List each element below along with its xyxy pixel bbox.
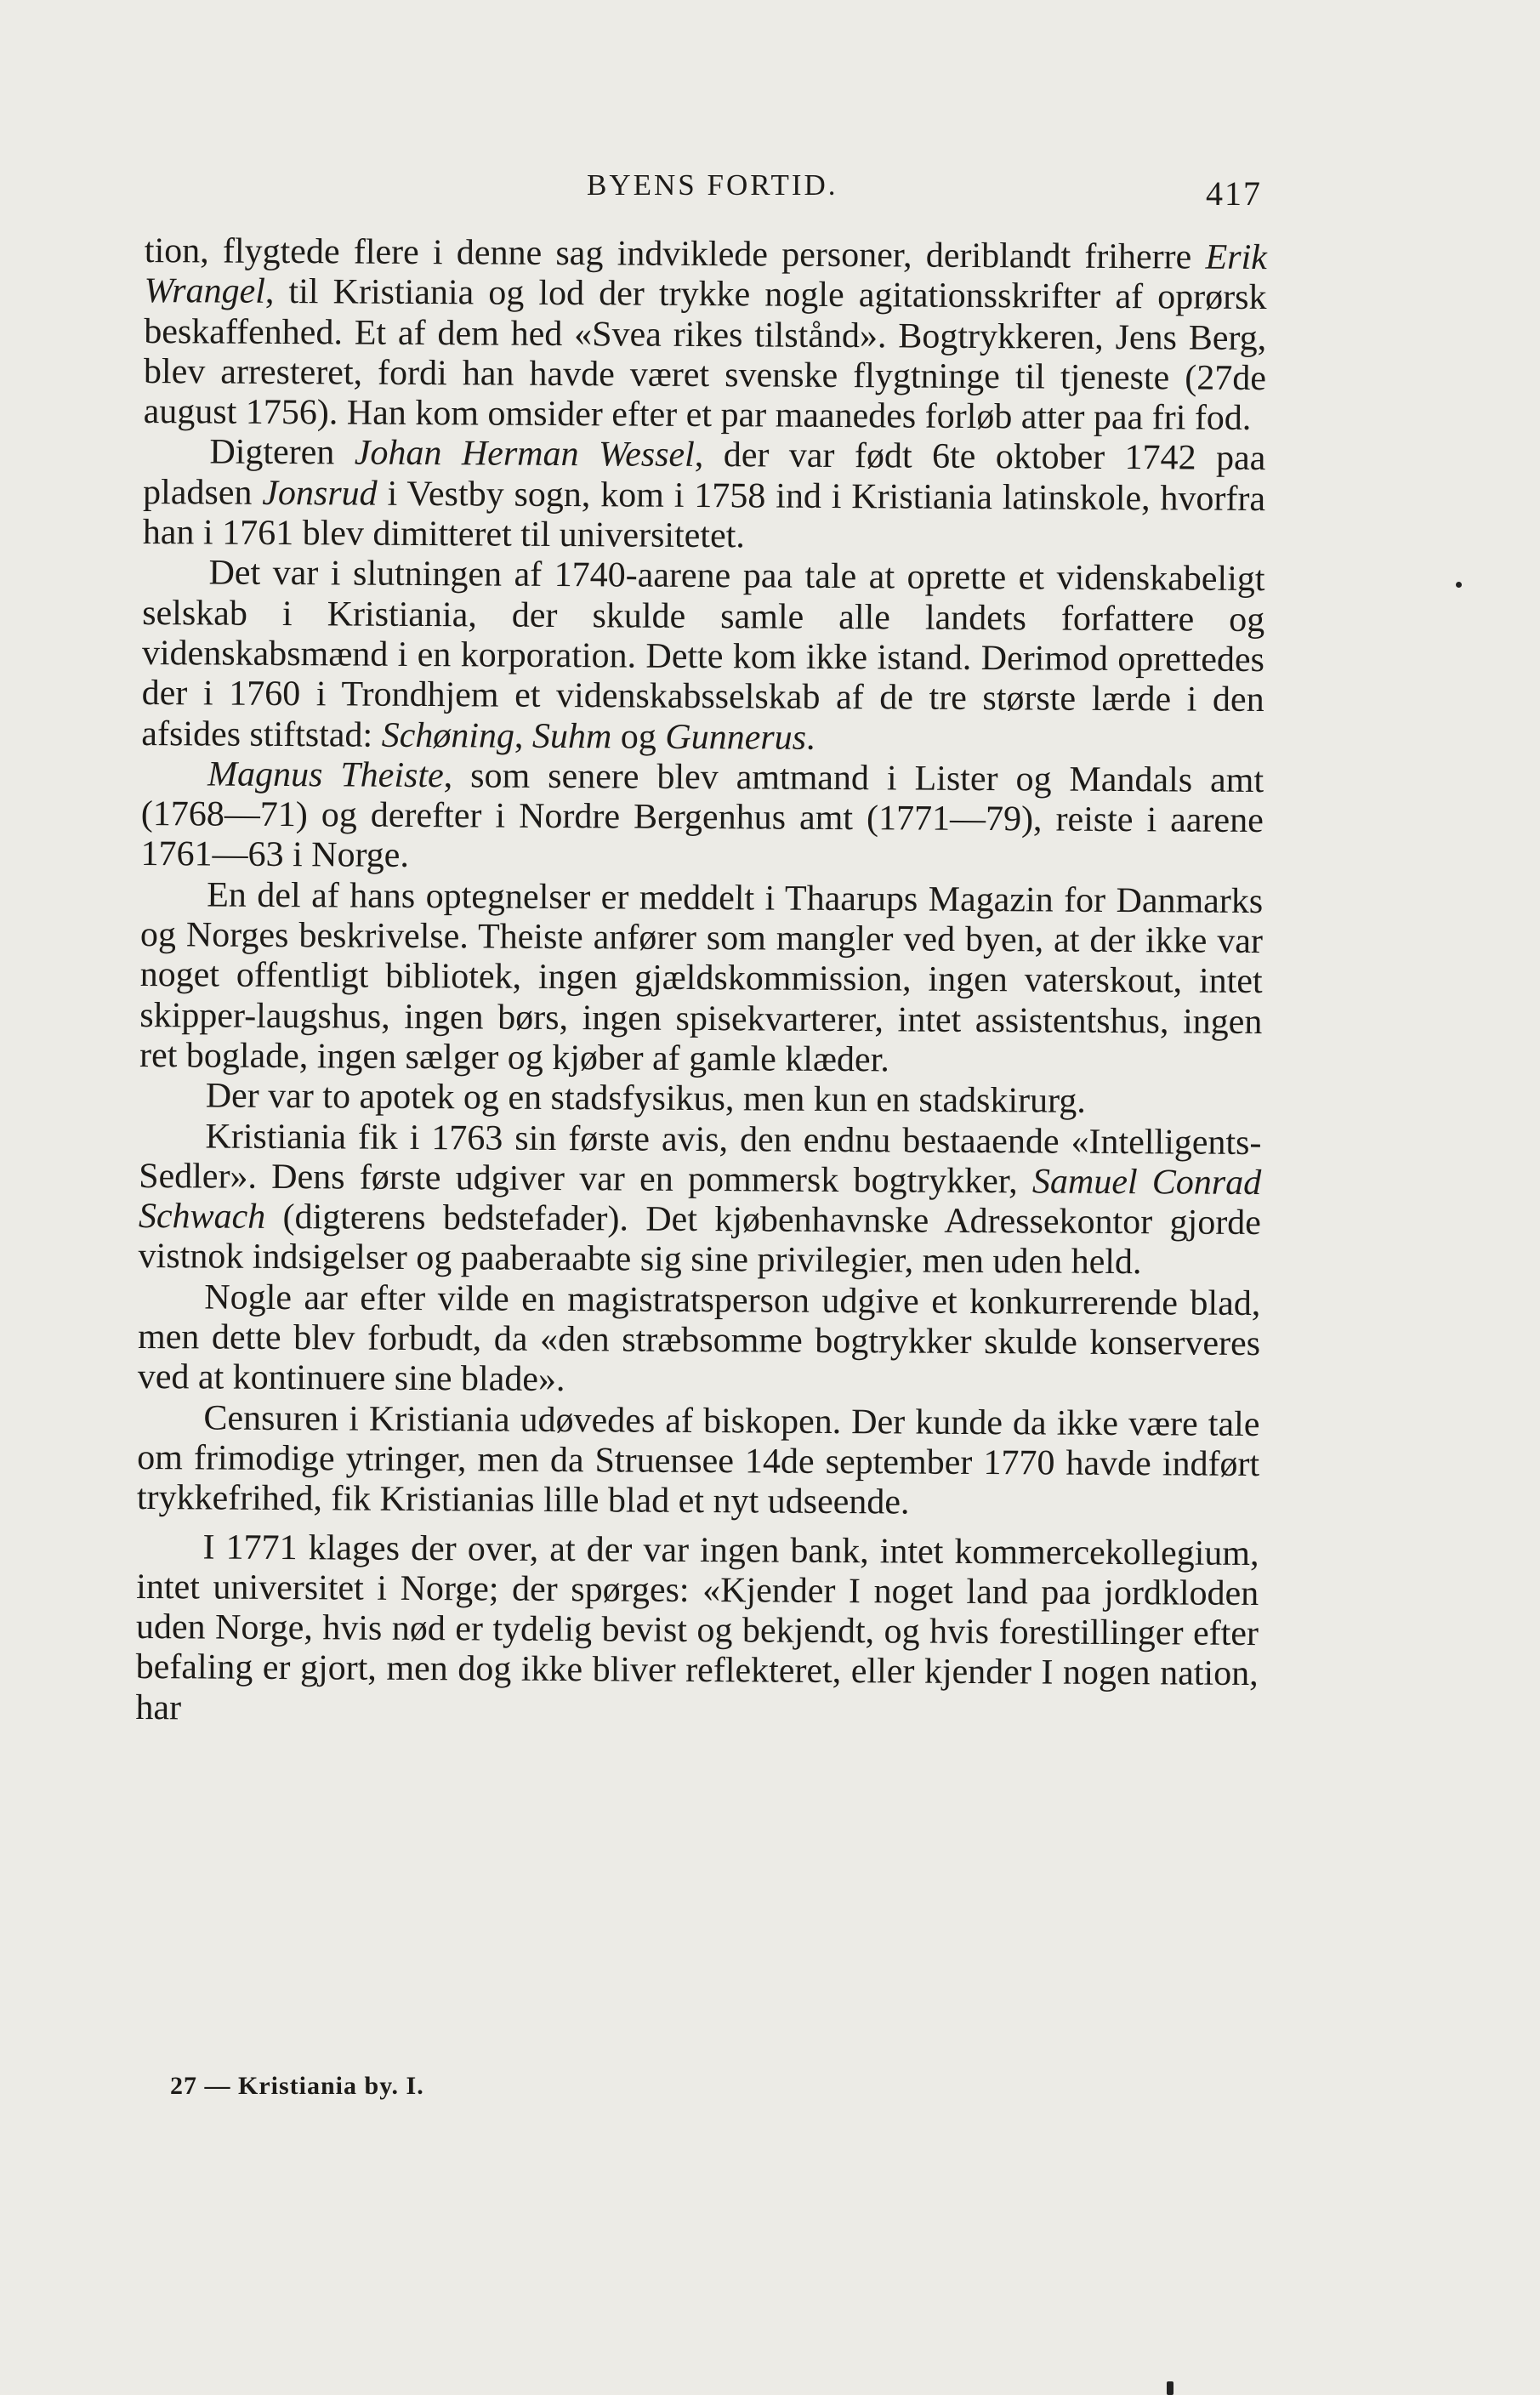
running-title: BYENS FORTID.: [587, 168, 838, 202]
italic-name: Johan Herman Wessel: [354, 433, 695, 475]
paragraph-p3: [141, 553, 1264, 761]
paragraph-p1: [144, 231, 1267, 440]
paragraph-p6: [139, 1076, 1262, 1123]
text-run: tion, flygtede flere i denne sag indviklede personer, deriblandt friherre: [144, 231, 1206, 277]
text-run: ,: [514, 716, 533, 756]
text-run: Censuren i Kristiania udøvedes af biskopen. Der kunde da ikke være tale om frimodige ytringer, men da Struensee 14de september 1770 havde indført trykkefrihed, fik Kristianias lille blad et nyt udseende.: [136, 1398, 1260, 1522]
text-run: En del af hans optegnelser er meddelt i Thaarups Magazin for Danmarks og Norges beskrivelse. Theiste anfører som mangler ved byen, at der ikke var noget offentligt bibliotek, ingen gjældskommission, ingen vaterskout, intet skipper-laugshus, ingen børs, ingen spisekvarterer, intet assistentshus, ingen ret boglade, ingen sælger og kjøber af gamle klæder.: [139, 875, 1264, 1080]
paragraph-p10: [135, 1527, 1259, 1735]
page-header: [0, 168, 1540, 219]
italic-name: Gunnerus: [665, 717, 807, 758]
italic-name: Schøning: [381, 715, 515, 756]
text-run: , til Kristiania og lod der trykke nogle agitationsskrifter af oprørsk beskaffenhed. Et af dem hed «Svea rikes tilstånd». Bogtrykkeren, Jens Berg, blev arresteret, fordi han havde været svenske flygtninge til tjeneste (27de august 1756). Han kom omsider efter et par maanedes forløb atter paa fri fod.: [143, 272, 1267, 439]
paragraph-p7: [138, 1117, 1261, 1284]
italic-name: Suhm: [531, 716, 612, 756]
margin-speck: [1456, 582, 1462, 588]
italic-name: Jonsrud: [262, 473, 378, 514]
text-run: (digterens bedstefader). Det kjøbenhavnske Adressekontor gjorde vistnok indsigelser og paaberaabte sig sine privilegier, men uden held.: [138, 1198, 1262, 1283]
text-run: .: [805, 718, 815, 758]
text-run: , der var født 6te oktober 1742 paa pladsen: [142, 435, 1266, 513]
paragraph-p5: [139, 875, 1263, 1084]
paragraph-p8: [138, 1277, 1261, 1405]
italic-name: Samuel Conrad Schwach: [138, 1162, 1262, 1237]
text-run: Det var i slutningen af 1740-aarene paa tale at oprette et videnskabeligt selskab i Kristiania, der skulde samle alle landets forfattere og videnskabsmænd i en korporation. Dette kom ikke istand. Derimod oprettedes der i 1760 i Trondhjem et videnskabsselskab af de tre største lærde i den afsides stiftstad:: [141, 553, 1265, 755]
text-run: Nogle aar efter vilde en magistratsperson udgive et konkurrerende blad, men dette blev forbudt, da «den stræbsomme bogtrykker skulde konserveres ved at kontinuere sine blade».: [137, 1277, 1261, 1400]
body-text: [135, 231, 1267, 1735]
paragraph-p4: [140, 754, 1264, 882]
text-run: Digteren: [209, 432, 355, 473]
paragraph-p9: [137, 1398, 1260, 1526]
printer-signature: 27 — Kristiania by. I.: [170, 2072, 424, 2100]
text-run: i Vestby sogn, kom i 1758 ind i Kristiania latinskole, hvorfra han i 1761 blev dimitteret til universitetet.: [142, 474, 1266, 556]
italic-name: Magnus Theiste: [207, 754, 444, 796]
margin-speck: [1167, 2381, 1173, 2395]
page-number: 417: [1206, 174, 1262, 213]
italic-name: Erik Wrangel: [144, 237, 1267, 312]
text-run: og: [611, 716, 666, 757]
text-run: I 1771 klages der over, at der var ingen bank, intet kommercekollegium, intet universitet i Norge; der spørges: «Kjender I noget land paa jordkloden uden Norge, hvis nød er tydelig bevist og bekjendt, og hvis forestillinger efter befaling er gjort, men dog ikke bliver reflekteret, eller kjender I nogen nation, har: [135, 1527, 1259, 1727]
text-run: Der var to apotek og en stadsfysikus, men kun en stadskirurg.: [205, 1076, 1086, 1122]
text-run: Kristiania fik i 1763 sin første avis, den endnu bestaaende «Intelligents-Sedler». Dens første udgiver var en pommersk bogtrykker,: [139, 1116, 1262, 1202]
text-run: , som senere blev amtmand i Lister og Mandals amt (1768—71) og derefter i Nordre Bergenhus amt (1771—79), reiste i aarene 1761—63 i Norge.: [140, 756, 1264, 876]
paragraph-p2: [143, 432, 1266, 560]
